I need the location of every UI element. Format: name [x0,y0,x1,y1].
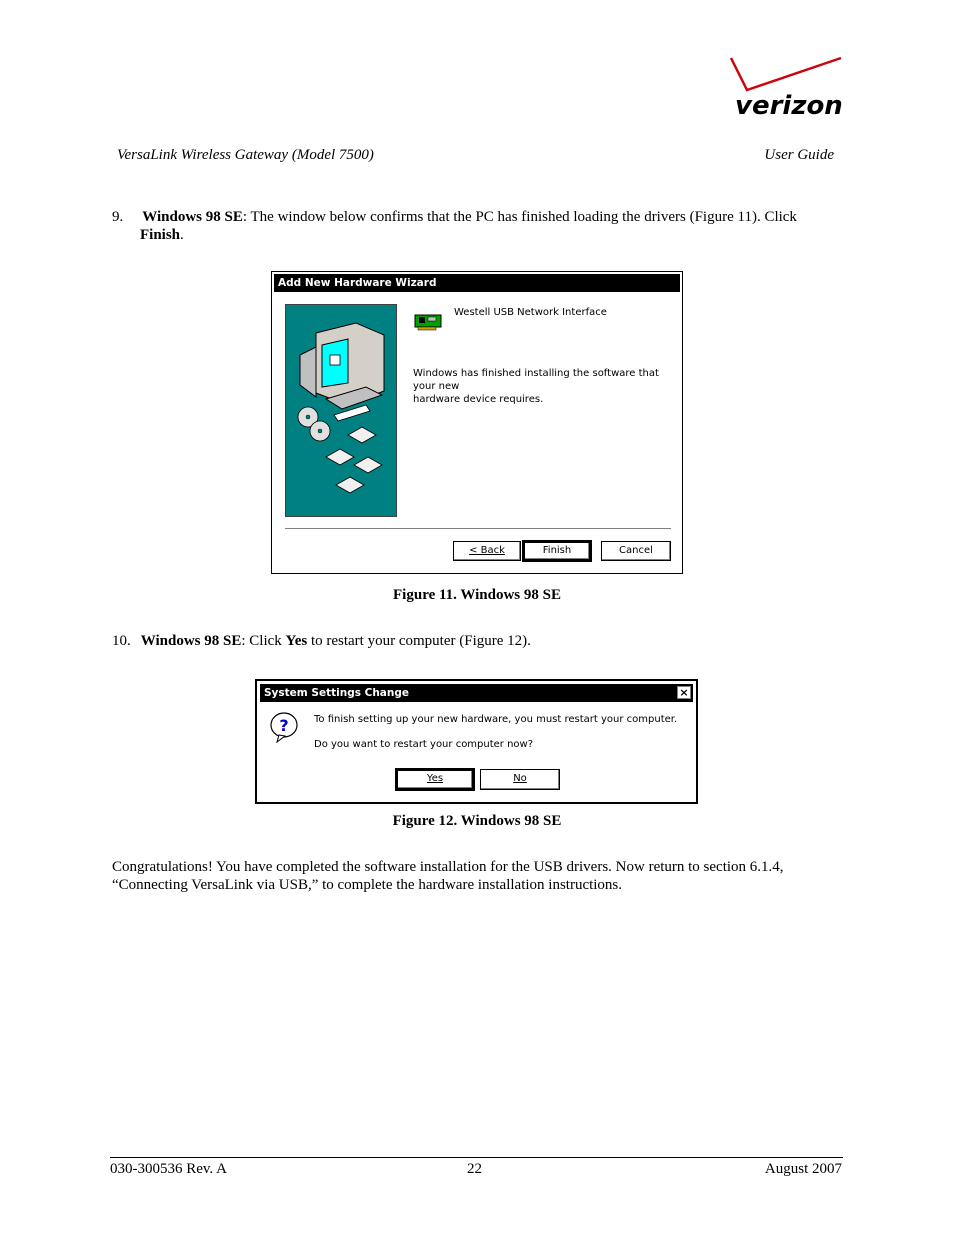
back-label: < Back [469,545,505,556]
step-os-label: Windows 98 SE [140,633,242,649]
step-text: to restart your computer (Figure 12). [307,633,531,649]
closing-line: “Connecting VersaLink via USB,” to complete the hardware installation instructions. [112,877,623,893]
back-button[interactable] [453,541,521,561]
step-text: : The window below confirms that the PC has finished loading the drivers (Figure 11). Click [242,209,797,225]
step-os-label: Windows 98 SE [142,209,243,225]
footer-date: August 2007 [764,1161,842,1177]
finished-message [413,367,682,406]
yes-label: Yes [426,773,444,784]
svg-text:?: ? [279,716,289,735]
dialog-title-bar[interactable] [260,684,693,702]
close-icon[interactable]: × [677,686,691,699]
no-button[interactable] [480,769,560,790]
figure-12-caption: Figure 12. Windows 98 SE [392,813,562,829]
wizard-title: Add New Hardware Wizard [278,277,437,289]
add-hardware-wizard-window [271,271,683,574]
footer-doc-number: 030-300536 Rev. A [110,1161,227,1177]
step-text: : Click [241,633,286,649]
floppy-icon [336,477,364,493]
finish-keyword: Finish [140,227,181,243]
wizard-title-bar[interactable] [274,274,680,292]
step-end: . [180,227,184,243]
message-line: Windows has finished installing the software that your new [413,368,659,392]
step-number: 9. [112,209,124,225]
wizard-separator [285,528,671,530]
step-9-paragraph [112,208,852,244]
logo-wordmark: verizon [735,91,843,121]
step-number: 10. [112,633,131,649]
yes-button[interactable] [396,769,474,790]
header-product-title: VersaLink Wireless Gateway (Model 7500) [117,147,374,163]
cancel-label: Cancel [619,545,653,556]
no-label: No [513,773,527,784]
footer-rule [110,1157,843,1158]
figure-11-caption: Figure 11. Windows 98 SE [393,587,561,603]
network-card-icon [414,312,444,332]
cancel-button[interactable] [601,541,671,561]
footer-page-number: 22 [467,1161,482,1177]
floppy-icon [348,427,376,443]
dialog-title: System Settings Change [264,687,409,699]
closing-paragraph [112,858,852,894]
question-icon [269,711,299,743]
floppy-icon [326,449,354,465]
restart-message: To finish setting up your new hardware, you must restart your computer. [314,714,678,725]
computer-install-icon [286,305,396,516]
verizon-logo [727,52,845,122]
step-10-paragraph [112,632,852,650]
floppy-icon [354,457,382,473]
header-doc-type: User Guide [764,147,834,163]
restart-question: Do you want to restart your computer now? [314,739,534,750]
system-settings-dialog [255,679,698,804]
finish-button[interactable] [523,541,591,561]
device-name: Westell USB Network Interface [454,307,607,318]
finish-label: Finish [542,545,572,556]
closing-line: Congratulations! You have completed the software installation for the USB drivers. Now return to section 6.1.4, [112,859,784,875]
message-line: hardware device requires. [413,394,544,405]
wizard-illustration-panel [285,304,397,517]
yes-keyword: Yes [285,633,308,649]
